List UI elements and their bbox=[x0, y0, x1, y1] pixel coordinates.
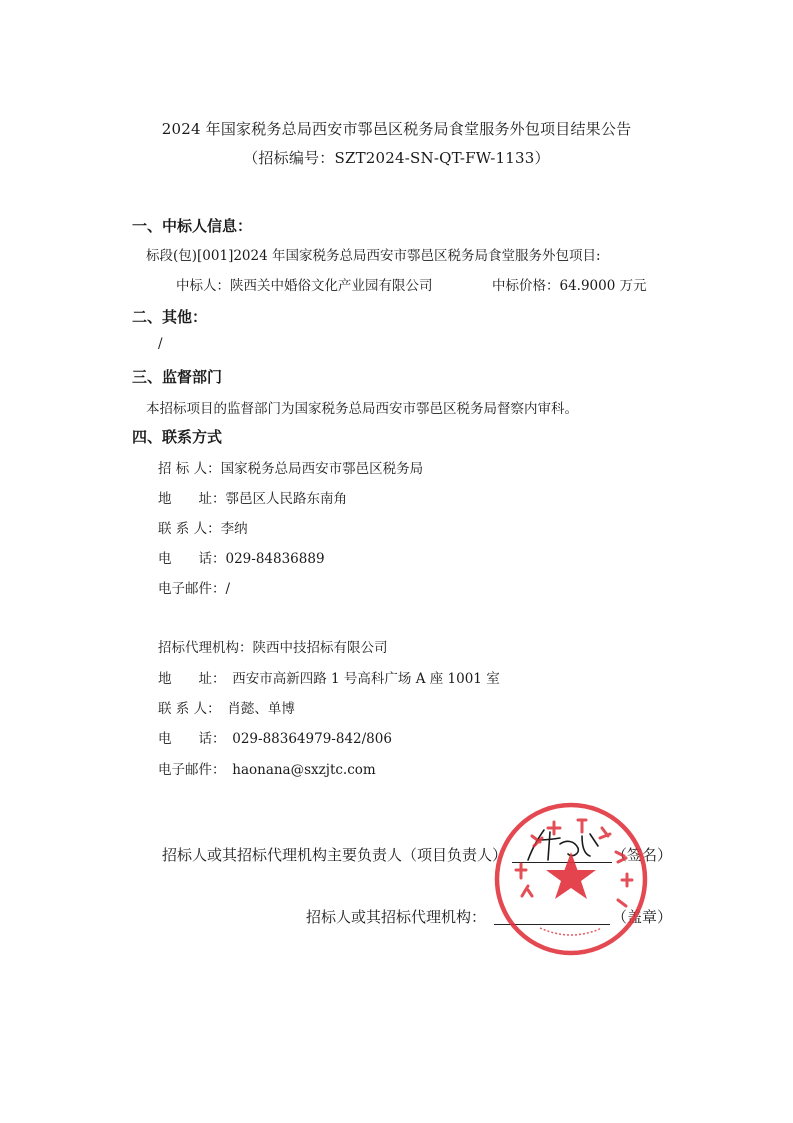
seal-label: 招标人或其招标代理机构： bbox=[306, 908, 487, 926]
tenderer-name: 招 标 人：国家税务总局西安市鄠邑区税务局 bbox=[158, 461, 424, 477]
agency-address: 地 址： 西安市高新四路 1 号高科广场 A 座 1001 室 bbox=[158, 671, 500, 687]
signature-label: 招标人或其招标代理机构主要负责人（项目负责人） bbox=[162, 846, 508, 864]
winner-name: 中标人：陕西关中婚俗文化产业园有限公司 bbox=[176, 278, 433, 294]
agency-contact: 联 系 人： 肖懿、单博 bbox=[158, 701, 295, 717]
agency-phone: 电 话： 029-88364979-842/806 bbox=[158, 731, 392, 747]
lot-description: 标段(包)[001]2024 年国家税务总局西安市鄠邑区税务局食堂服务外包项目: bbox=[146, 248, 601, 264]
supervision-text: 本招标项目的监督部门为国家税务总局西安市鄠邑区税务局督察内审科。 bbox=[146, 401, 578, 417]
tenderer-email: 电子邮件：/ bbox=[158, 581, 231, 597]
company-seal-icon bbox=[492, 800, 650, 958]
tenderer-phone: 电 话：029-84836889 bbox=[158, 551, 325, 567]
section-heading-other: 二、其他： bbox=[132, 308, 208, 326]
agency-email: 电子邮件： haonana@sxzjtc.com bbox=[158, 762, 376, 778]
tender-number: （招标编号：SZT2024-SN-QT-FW-1133） bbox=[243, 149, 550, 167]
section-heading-winner: 一、中标人信息： bbox=[132, 217, 253, 235]
seal-suffix: （盖章） bbox=[612, 908, 673, 926]
agency-name: 招标代理机构：陕西中技招标有限公司 bbox=[158, 640, 388, 656]
tenderer-address: 地 址：鄠邑区人民路东南角 bbox=[158, 491, 347, 507]
other-text: / bbox=[158, 336, 163, 352]
tenderer-contact: 联 系 人：李纳 bbox=[158, 521, 248, 537]
document-title: 2024 年国家税务总局西安市鄠邑区税务局食堂服务外包项目结果公告 bbox=[161, 120, 632, 138]
section-heading-supervision: 三、监督部门 bbox=[132, 368, 223, 386]
signature-suffix: （签名） bbox=[612, 846, 673, 864]
winning-price: 中标价格：64.9000 万元 bbox=[492, 278, 647, 294]
section-heading-contact: 四、联系方式 bbox=[132, 428, 223, 446]
